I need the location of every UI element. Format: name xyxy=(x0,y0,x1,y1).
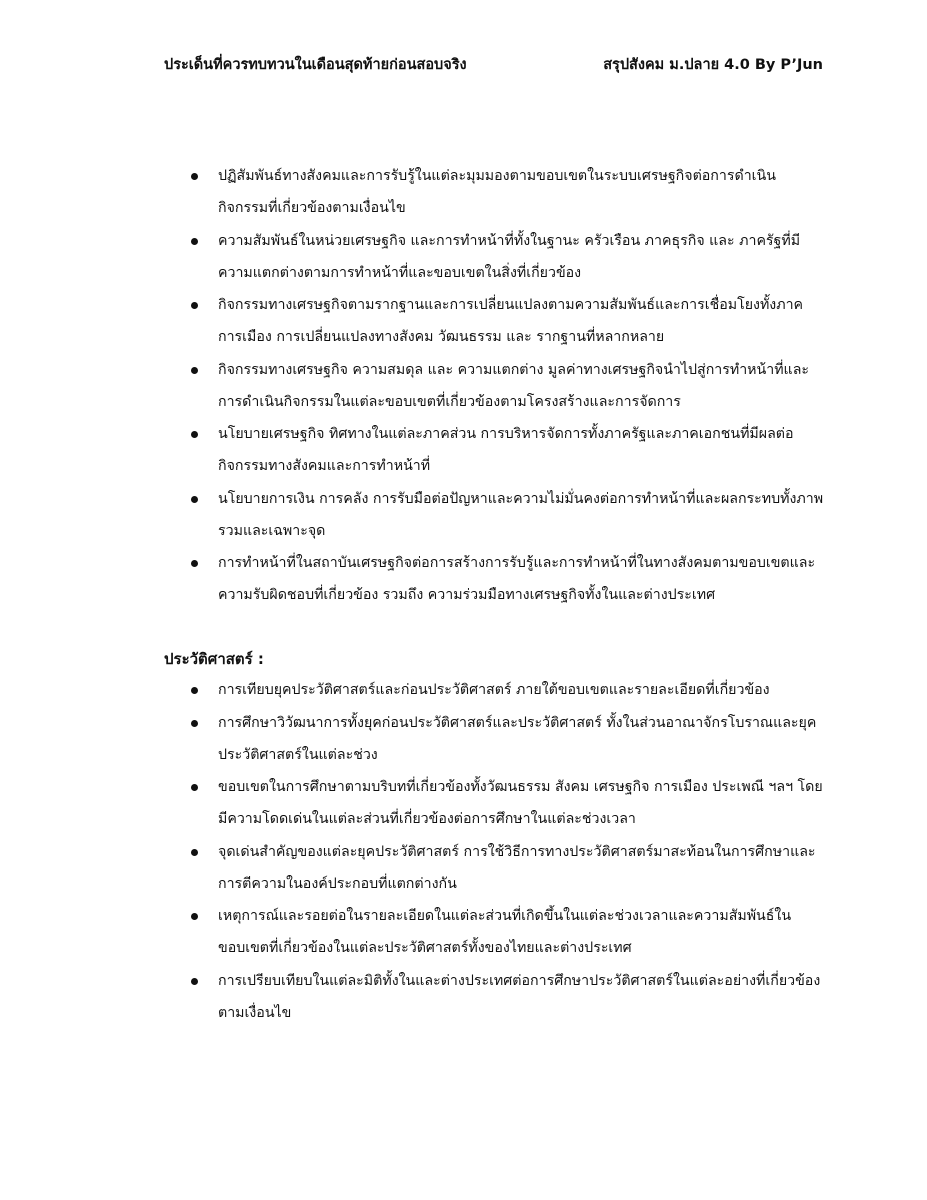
economics-bullet-list xyxy=(164,160,824,611)
header-left-title: ประเด็นที่ควรทบทวนในเดือนสุดท้ายก่อนสอบจริง xyxy=(164,56,467,73)
economics-section xyxy=(164,160,824,612)
history-section xyxy=(164,644,824,1029)
list-item: กิจกรรมทางเศรษฐกิจ ความสมดุล และ ความแตกต่าง มูลค่าทางเศรษฐกิจนำไปสู่การทำหน้าที่และการดำเนินกิจกรรมในแต่ละขอบเขตที่เกี่ยวข้องตามโครงสร้างและการจัดการ xyxy=(164,354,824,418)
list-item: จุดเด่นสำคัญของแต่ละยุคประวัติศาสตร์ การใช้วิธีการทางประวัติศาสตร์มาสะท้อนในการศึกษาและการตีความในองค์ประกอบที่แตกต่างกัน xyxy=(164,836,824,900)
history-bullet-list xyxy=(164,674,824,1029)
page-header xyxy=(164,50,823,78)
list-item: เหตุการณ์และรอยต่อในรายละเอียดในแต่ละส่วนที่เกิดขึ้นในแต่ละช่วงเวลาและความสัมพันธ์ในขอบเขตที่เกี่ยวข้องในแต่ละประวัติศาสตร์ทั้งของไทยและต่างประเทศ xyxy=(164,900,824,964)
bullet-icon xyxy=(191,849,198,856)
bullet-icon xyxy=(191,496,198,503)
bullet-icon xyxy=(191,720,198,727)
list-item: ความสัมพันธ์ในหน่วยเศรษฐกิจ และการทำหน้าที่ทั้งในฐานะ ครัวเรือน ภาคธุรกิจ และ ภาครัฐที่มีความแตกต่างตามการทำหน้าที่และขอบเขตในสิ่งที่เกี่ยวข้อง xyxy=(164,225,824,289)
list-item: นโยบายการเงิน การคลัง การรับมือต่อปัญหาและความไม่มั่นคงต่อการทำหน้าที่และผลกระทบทั้งภาพรวมและเฉพาะจุด xyxy=(164,483,824,547)
list-item: ขอบเขตในการศึกษาตามบริบทที่เกี่ยวข้องทั้งวัฒนธรรม สังคม เศรษฐกิจ การเมือง ประเพณี ฯลฯ โดยมีความโดดเด่นในแต่ละส่วนที่เกี่ยวข้องต่อการศึกษาในแต่ละช่วงเวลา xyxy=(164,771,824,835)
bullet-icon xyxy=(191,784,198,791)
bullet-icon xyxy=(191,687,198,694)
list-item: การเปรียบเทียบในแต่ละมิติทั้งในและต่างประเทศต่อการศึกษาประวัติศาสตร์ในแต่ละอย่างที่เกี่ยวข้องตามเงื่อนไข xyxy=(164,965,824,1029)
bullet-icon xyxy=(191,173,198,180)
list-item: ปฏิสัมพันธ์ทางสังคมและการรับรู้ในแต่ละมุมมองตามขอบเขตในระบบเศรษฐกิจต่อการดำเนินกิจกรรมที่เกี่ยวข้องตามเงื่อนไข xyxy=(164,160,824,224)
section-heading: ประวัติศาสตร์ : xyxy=(164,650,264,668)
list-item: การศึกษาวิวัฒนาการทั้งยุคก่อนประวัติศาสตร์และประวัติศาสตร์ ทั้งในส่วนอาณาจักรโบราณและยุคประวัติศาสตร์ในแต่ละช่วง xyxy=(164,707,824,771)
list-item: การทำหน้าที่ในสถาบันเศรษฐกิจต่อการสร้างการรับรู้และการทำหน้าที่ในทางสังคมตามขอบเขตและความรับผิดชอบที่เกี่ยวข้อง รวมถึง ความร่วมมือทางเศรษฐกิจทั้งในและต่างประเทศ xyxy=(164,547,824,611)
bullet-icon xyxy=(191,978,198,985)
header-right-title: สรุปสังคม ม.ปลาย 4.0 By P’Jun xyxy=(603,56,823,73)
list-item: การเทียบยุคประวัติศาสตร์และก่อนประวัติศาสตร์ ภายใต้ขอบเขตและรายละเอียดที่เกี่ยวข้อง xyxy=(164,674,824,706)
bullet-icon xyxy=(191,367,198,374)
bullet-icon xyxy=(191,238,198,245)
list-item: กิจกรรมทางเศรษฐกิจตามรากฐานและการเปลี่ยนแปลงตามความสัมพันธ์และการเชื่อมโยงทั้งภาคการเมือง การเปลี่ยนแปลงทางสังคม วัฒนธรรม และ รากฐานที่หลากหลาย xyxy=(164,289,824,353)
bullet-icon xyxy=(191,431,198,438)
bullet-icon xyxy=(191,560,198,567)
list-item: นโยบายเศรษฐกิจ ทิศทางในแต่ละภาคส่วน การบริหารจัดการทั้งภาครัฐและภาคเอกชนที่มีผลต่อกิจกรรมทางสังคมและการทำหน้าที่ xyxy=(164,418,824,482)
bullet-icon xyxy=(191,913,198,920)
bullet-icon xyxy=(191,302,198,309)
